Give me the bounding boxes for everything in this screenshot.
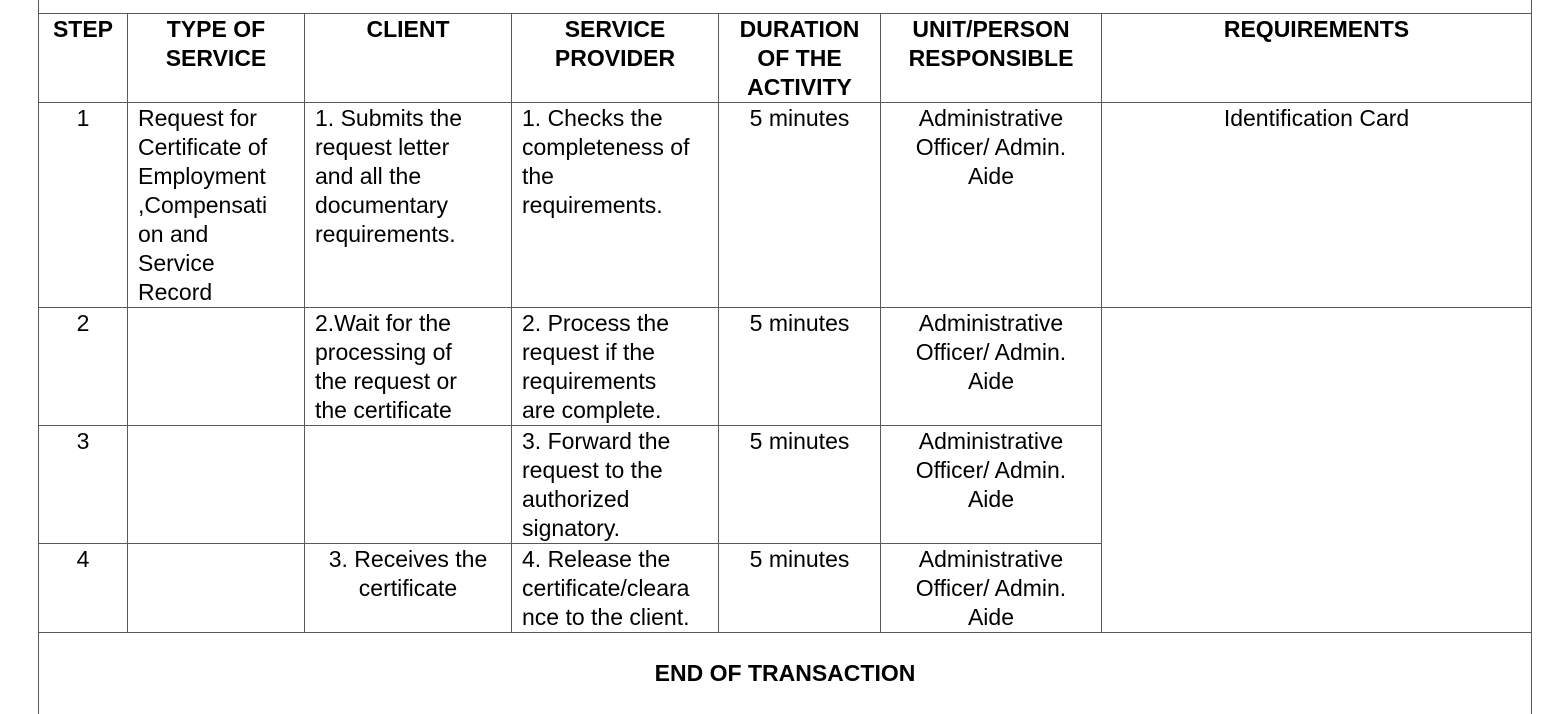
service-provider-cell: 1. Checks the completeness of the requirements. bbox=[512, 103, 719, 308]
duration-cell: 5 minutes bbox=[719, 103, 881, 308]
header-requirements: REQUIREMENTS bbox=[1102, 14, 1532, 103]
service-provider-cell: 4. Release the certificate/cleara nce to the client. bbox=[512, 544, 719, 633]
table-footer-row bbox=[39, 633, 1532, 714]
type-of-service-cell: Request for Certificate of Employment ,Compensati on and Service Record bbox=[128, 103, 305, 308]
unit-person-cell: Administrative Officer/ Admin. Aide bbox=[881, 308, 1102, 426]
header-duration: DURATION OF THE ACTIVITY bbox=[719, 14, 881, 103]
header-client: CLIENT bbox=[305, 14, 512, 103]
duration-cell: 5 minutes bbox=[719, 308, 881, 426]
requirements-cell bbox=[1102, 308, 1532, 633]
client-cell: 1. Submits the request letter and all the documentary requirements. bbox=[305, 103, 512, 308]
table-row bbox=[39, 103, 1532, 308]
service-provider-cell: 3. Forward the request to the authorized signatory. bbox=[512, 426, 719, 544]
step-number: 4 bbox=[39, 544, 128, 633]
client-cell: 3. Receives the certificate bbox=[305, 544, 512, 633]
step-number: 3 bbox=[39, 426, 128, 544]
type-of-service-cell bbox=[128, 308, 305, 426]
table-row bbox=[39, 308, 1532, 426]
end-of-transaction-label: END OF TRANSACTION bbox=[39, 633, 1532, 714]
client-cell bbox=[305, 426, 512, 544]
header-service-provider: SERVICE PROVIDER bbox=[512, 14, 719, 103]
service-provider-cell: 2. Process the request if the requirements are complete. bbox=[512, 308, 719, 426]
step-number: 1 bbox=[39, 103, 128, 308]
step-number: 2 bbox=[39, 308, 128, 426]
unit-person-cell: Administrative Officer/ Admin. Aide bbox=[881, 426, 1102, 544]
service-process-table bbox=[38, 0, 1532, 714]
header-step: STEP bbox=[39, 14, 128, 103]
requirements-cell: Identification Card bbox=[1102, 103, 1532, 308]
unit-person-cell: Administrative Officer/ Admin. Aide bbox=[881, 103, 1102, 308]
header-unit-person: UNIT/PERSON RESPONSIBLE bbox=[881, 14, 1102, 103]
table-header-row bbox=[39, 14, 1532, 103]
unit-person-cell: Administrative Officer/ Admin. Aide bbox=[881, 544, 1102, 633]
client-cell: 2.Wait for the processing of the request or the certificate bbox=[305, 308, 512, 426]
header-type-of-service: TYPE OF SERVICE bbox=[128, 14, 305, 103]
duration-cell: 5 minutes bbox=[719, 426, 881, 544]
table-top-strip bbox=[39, 0, 1532, 14]
type-of-service-cell bbox=[128, 544, 305, 633]
duration-cell: 5 minutes bbox=[719, 544, 881, 633]
type-of-service-cell bbox=[128, 426, 305, 544]
